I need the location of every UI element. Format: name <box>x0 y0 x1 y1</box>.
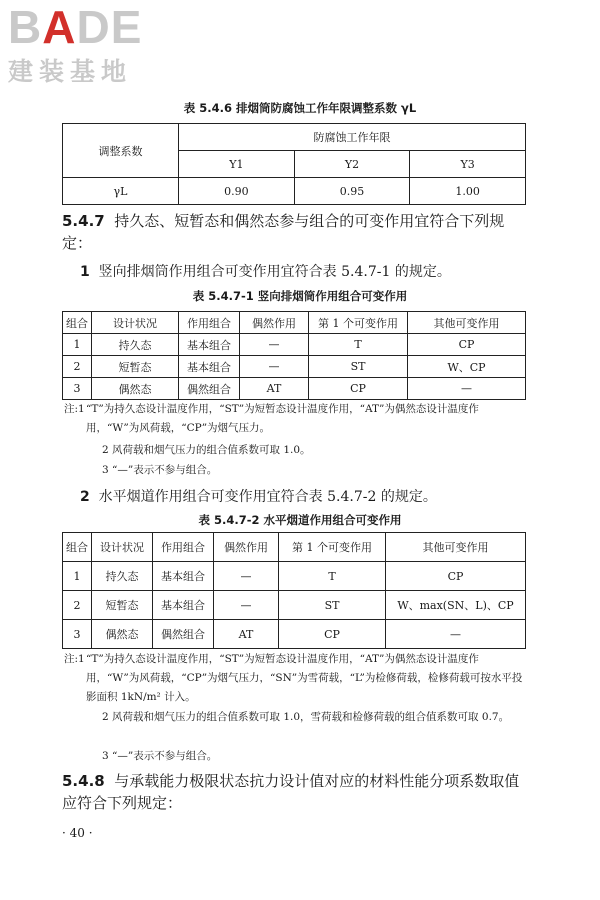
table-header: 偶然作用 <box>214 533 279 562</box>
clause-number: 5.4.7 <box>62 212 105 230</box>
item-text: 竖向排烟筒作用组合可变作用宜符合表 5.4.7-1 的规定。 <box>98 264 451 280</box>
table-row <box>63 178 526 205</box>
table-cell: T <box>279 562 386 591</box>
table-cell: 持久态 <box>92 562 153 591</box>
table-cell: 偶然态 <box>92 378 179 400</box>
note-1 <box>64 650 526 707</box>
table-cell: 0.95 <box>294 178 410 205</box>
table-cell: 1 <box>63 562 92 591</box>
table-cell: — <box>386 620 526 649</box>
table-5471 <box>62 311 526 400</box>
item-number: 2 <box>80 489 90 505</box>
table-row <box>63 356 526 378</box>
table-cell: 基本组合 <box>179 334 240 356</box>
table-cell: CP <box>386 562 526 591</box>
note-2: 2 风荷载和烟气压力的组合值系数可取 1.0。 <box>102 444 311 456</box>
table-cell: — <box>214 591 279 620</box>
table-header: 其他可变作用 <box>408 312 526 334</box>
clause-text: 持久态、短暂态和偶然态参与组合的可变作用宜符合下列规定： <box>62 212 505 252</box>
table-546-group-head: 防腐蚀工作年限 <box>179 124 526 151</box>
logo-subtitle: 建装基地 <box>8 57 133 86</box>
note-1 <box>64 400 526 438</box>
table-row <box>63 378 526 400</box>
table-cell: 短暂态 <box>92 356 179 378</box>
table-546-sub-head: Y2 <box>294 151 410 178</box>
item-number: 1 <box>80 264 90 280</box>
table-cell: 基本组合 <box>153 591 214 620</box>
table-cell: 0.90 <box>179 178 295 205</box>
table-header-row <box>63 312 526 334</box>
table-cell: — <box>240 334 309 356</box>
table-row <box>63 591 526 620</box>
table-cell: 偶然态 <box>92 620 153 649</box>
item-2 <box>80 487 530 507</box>
table-cell: ST <box>309 356 408 378</box>
table-header: 设计状况 <box>92 312 179 334</box>
item-text: 水平烟道作用组合可变作用宜符合表 5.4.7-2 的规定。 <box>98 489 437 505</box>
page-number: · 40 · <box>62 826 93 840</box>
table-cell: — <box>214 562 279 591</box>
table-cell: 2 <box>63 591 92 620</box>
table-header-row <box>63 533 526 562</box>
table-row <box>63 334 526 356</box>
table-cell: 1.00 <box>410 178 526 205</box>
table-header: 作用组合 <box>179 312 240 334</box>
table-cell: AT <box>214 620 279 649</box>
clause-547 <box>62 210 532 254</box>
table-cell: AT <box>240 378 309 400</box>
table-cell: W、max(SN、L)、CP <box>386 591 526 620</box>
table-cell: CP <box>309 378 408 400</box>
table-546 <box>62 123 526 205</box>
table-cell: 3 <box>63 378 92 400</box>
table-cell: T <box>309 334 408 356</box>
table-header: 偶然作用 <box>240 312 309 334</box>
table-cell: 偶然组合 <box>153 620 214 649</box>
note-text: “T”为持久态设计温度作用，“ST”为短暂态设计温度作用，“AT”为偶然态设计温度作用，“W”为风荷载，“CP”为烟气压力，“SN”为雪荷载，“L”为检修荷载，检修荷载可按水平投影面积 1kN/m² 计入。 <box>86 653 523 703</box>
table-5471-caption: 表 5.4.7-1 竖向排烟筒作用组合可变作用 <box>192 289 408 303</box>
table-cell: — <box>408 378 526 400</box>
clause-number: 5.4.8 <box>62 772 105 790</box>
table-5472-caption: 表 5.4.7-2 水平烟道作用组合可变作用 <box>198 513 402 527</box>
table-row <box>63 620 526 649</box>
item-1 <box>80 262 530 282</box>
table-546-sub-head: Y3 <box>410 151 526 178</box>
table-cell: 基本组合 <box>153 562 214 591</box>
table-cell: 1 <box>63 334 92 356</box>
table-cell: — <box>240 356 309 378</box>
note-2: 2 风荷载和烟气压力的组合值系数可取 1.0，雪荷载和检修荷载的组合值系数可取 0.7。 <box>102 711 510 723</box>
table-546-row-label: γL <box>63 178 179 205</box>
table-cell: 3 <box>63 620 92 649</box>
table-row <box>63 562 526 591</box>
table-cell: 短暂态 <box>92 591 153 620</box>
note-label: 注:1 <box>64 653 85 665</box>
table-header: 组合 <box>63 533 92 562</box>
table-cell: CP <box>279 620 386 649</box>
note-3: 3 “—”表示不参与组合。 <box>102 750 218 762</box>
table-header: 设计状况 <box>92 533 153 562</box>
clause-text: 与承载能力极限状态抗力设计值对应的材料性能分项系数取值应符合下列规定： <box>62 772 520 812</box>
clause-548 <box>62 770 532 814</box>
table-header: 组合 <box>63 312 92 334</box>
note-text: “T”为持久态设计温度作用，“ST”为短暂态设计温度作用，“AT”为偶然态设计温度作用，“W”为风荷载，“CP”为烟气压力。 <box>86 403 479 434</box>
note-label: 注:1 <box>64 403 85 415</box>
table-cell: 2 <box>63 356 92 378</box>
table-cell: 持久态 <box>92 334 179 356</box>
table-header: 第 1 个可变作用 <box>279 533 386 562</box>
table-header: 其他可变作用 <box>386 533 526 562</box>
table-cell: CP <box>408 334 526 356</box>
table-546-caption: 表 5.4.6 排烟筒防腐蚀工作年限调整系数 γL <box>183 101 417 115</box>
note-3: 3 “—”表示不参与组合。 <box>102 464 218 476</box>
table-cell: 基本组合 <box>179 356 240 378</box>
table-546-sub-head: Y1 <box>179 151 295 178</box>
table-cell: ST <box>279 591 386 620</box>
logo-wordmark: BADE <box>8 1 143 53</box>
table-546-col-head: 调整系数 <box>63 124 179 178</box>
table-cell: 偶然组合 <box>179 378 240 400</box>
table-header: 作用组合 <box>153 533 214 562</box>
table-5472 <box>62 532 526 649</box>
table-cell: W、CP <box>408 356 526 378</box>
table-header: 第 1 个可变作用 <box>309 312 408 334</box>
bade-logo <box>8 1 178 88</box>
